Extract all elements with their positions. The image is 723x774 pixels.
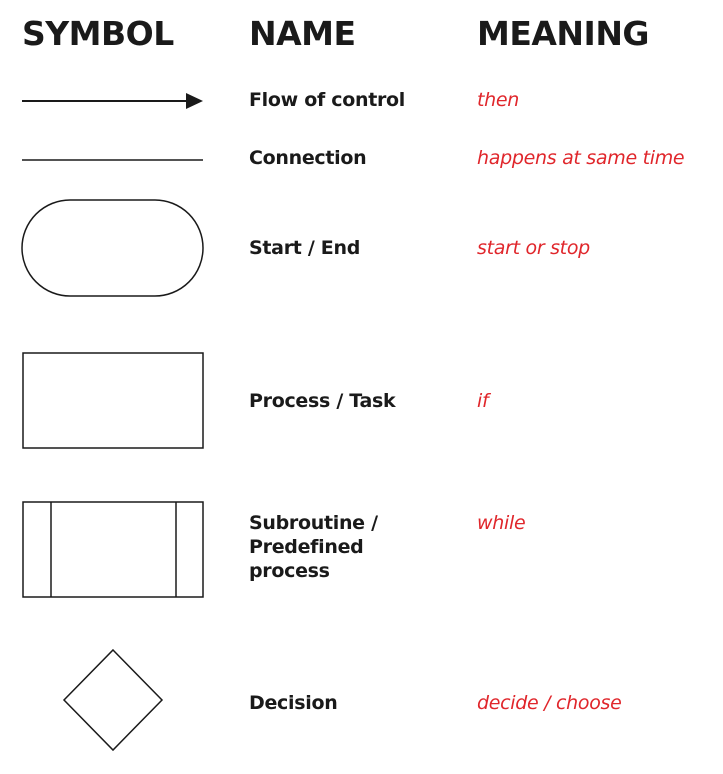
subroutine-meaning: while xyxy=(477,512,526,534)
decision-name: Decision xyxy=(249,692,338,714)
process-task-meaning: if xyxy=(477,390,489,412)
subroutine-name: Subroutine / Predefined process xyxy=(249,512,378,582)
symbol-column-header: SYMBOL xyxy=(22,14,174,53)
meaning-column-header: MEANING xyxy=(477,14,650,53)
start-end-meaning: start or stop xyxy=(477,237,590,259)
process-task-name: Process / Task xyxy=(249,390,396,412)
decision-meaning: decide / choose xyxy=(477,692,622,714)
name-column-header: NAME xyxy=(249,14,356,53)
flow-of-control-name: Flow of control xyxy=(249,89,406,111)
start-end-name: Start / End xyxy=(249,237,361,259)
connection-name: Connection xyxy=(249,147,367,169)
flow-of-control-meaning: then xyxy=(477,89,520,111)
connection-meaning: happens at same time xyxy=(477,147,685,169)
